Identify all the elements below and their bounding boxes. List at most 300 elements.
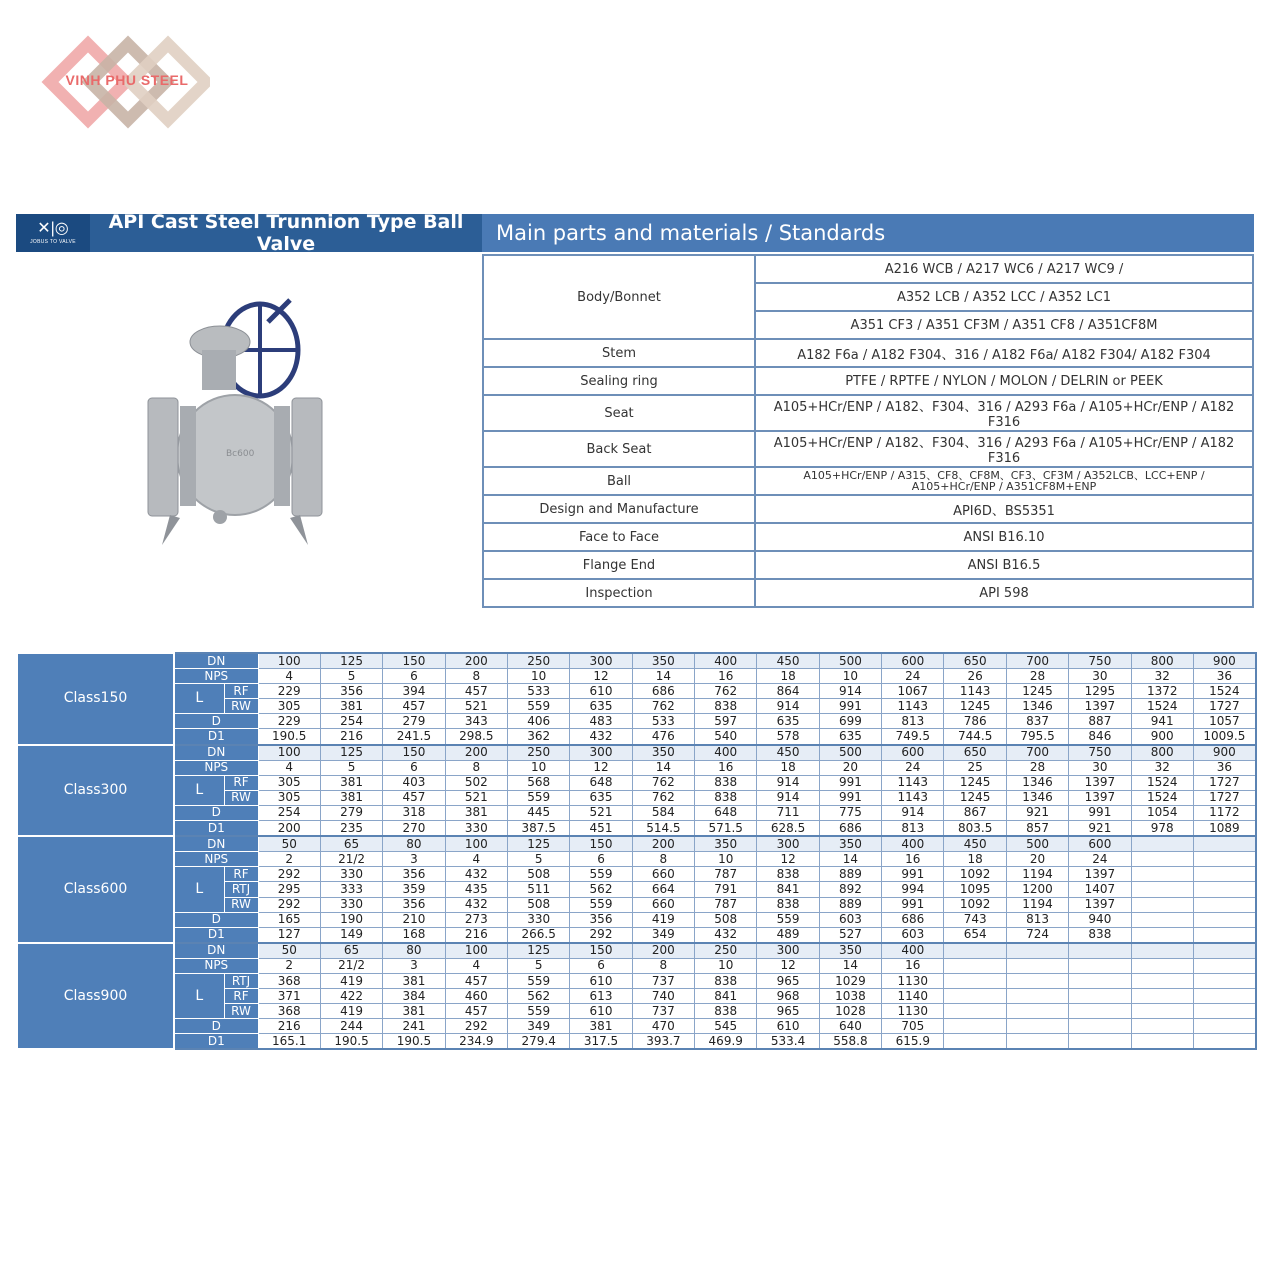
dimension-cell: 18 (944, 852, 1006, 867)
dimension-cell: 2 (258, 852, 320, 867)
dimension-cell: 2 (258, 958, 320, 973)
dimension-cell: 127 (258, 927, 320, 943)
dimension-cell: 300 (757, 943, 819, 959)
dimension-cell: 318 (383, 805, 445, 820)
dimension-cell: 4 (445, 852, 507, 867)
dimension-cell: 521 (445, 790, 507, 805)
dimension-cell: 1194 (1006, 867, 1068, 882)
dimension-cell: 762 (632, 775, 694, 790)
dimension-cell: 991 (819, 699, 881, 714)
dimension-cell: 14 (819, 958, 881, 973)
dimension-cell: 900 (1193, 745, 1255, 761)
dimension-cell: 640 (819, 1019, 881, 1034)
dimension-cell: 1372 (1131, 684, 1193, 699)
materials-row (483, 339, 1253, 367)
valve-image (140, 290, 340, 550)
dimension-cell: 254 (320, 714, 382, 729)
dimension-cell: 20 (1006, 852, 1068, 867)
dimension-cell: 25 (944, 760, 1006, 775)
row-label: DN (174, 653, 258, 669)
dimension-cell: 762 (695, 684, 757, 699)
dimension-cell: 292 (258, 867, 320, 882)
dimension-cell: 568 (507, 775, 569, 790)
dimension-cell: 750 (1069, 653, 1131, 669)
pressure-class-label: Class300 (17, 745, 174, 837)
dimension-cell: 457 (445, 684, 507, 699)
material-value: A351 CF3 / A351 CF3M / A351 CF8 / A351CF8M (755, 311, 1253, 339)
dimension-cell: 356 (570, 912, 632, 927)
dimension-cell: 837 (1006, 714, 1068, 729)
dimension-cell: 30 (1069, 760, 1131, 775)
materials-row (483, 551, 1253, 579)
dimension-cell (1193, 852, 1255, 867)
dimension-cell: 762 (632, 699, 694, 714)
dimension-cell: 200 (445, 745, 507, 761)
dimension-cell: 846 (1069, 729, 1131, 745)
dimension-cell: 305 (258, 775, 320, 790)
dimension-cell: 400 (695, 745, 757, 761)
dimension-cell (1069, 973, 1131, 988)
dimension-cell: 356 (383, 867, 445, 882)
dimension-cell: 1038 (819, 989, 881, 1004)
dimension-cell: 150 (570, 943, 632, 959)
dimension-cell: 21/2 (320, 852, 382, 867)
dimension-cell: 125 (320, 745, 382, 761)
body-marking: Bc600 (226, 449, 255, 459)
dimension-cell (1193, 882, 1255, 897)
dimension-cell: 559 (570, 897, 632, 912)
dimension-cell (1193, 1034, 1255, 1050)
dimension-cell: 371 (258, 989, 320, 1004)
dimension-cell: 991 (882, 867, 944, 882)
dimension-cell (1069, 989, 1131, 1004)
dimension-cell: 381 (383, 973, 445, 988)
dimension-cell: 343 (445, 714, 507, 729)
dimension-cell: 279 (383, 714, 445, 729)
dimension-cell: 250 (507, 745, 569, 761)
material-value: A182 F6a / A182 F304、316 / A182 F6a/ A182 F304/ A182 F304 (755, 339, 1253, 367)
dimension-cell: 432 (445, 897, 507, 912)
dimension-cell: 4 (258, 760, 320, 775)
dimension-cell: 1524 (1193, 684, 1255, 699)
section-title: Main parts and materials / Standards (482, 214, 1254, 252)
dimension-cell (1193, 1004, 1255, 1019)
length-label: L (174, 775, 224, 805)
dimension-cell: 724 (1006, 927, 1068, 943)
dimension-row (17, 852, 1256, 867)
materials-row (483, 367, 1253, 395)
dimension-cell: 914 (757, 775, 819, 790)
dimension-cell: 14 (632, 669, 694, 684)
dimension-cell: 597 (695, 714, 757, 729)
dimension-cell: 359 (383, 882, 445, 897)
dimension-cell: 600 (882, 745, 944, 761)
dimension-cell: 349 (632, 927, 694, 943)
dimension-cell: 20 (819, 760, 881, 775)
dimension-cell: 100 (258, 653, 320, 669)
dimension-cell (1069, 1034, 1131, 1050)
dimension-cell: 838 (695, 1004, 757, 1019)
dimension-cell: 300 (570, 653, 632, 669)
dimension-cell: 610 (570, 684, 632, 699)
material-part-label: Sealing ring (483, 367, 755, 395)
dimension-cell: 235 (320, 821, 382, 837)
dimension-cell: 419 (320, 1004, 382, 1019)
dimension-cell (1006, 989, 1068, 1004)
dimension-cell: 65 (320, 836, 382, 852)
dimension-cell: 350 (632, 653, 694, 669)
dimension-cell: 165 (258, 912, 320, 927)
dimension-cell: 250 (695, 943, 757, 959)
dimension-cell: 1143 (944, 684, 1006, 699)
dimension-cell: 200 (258, 821, 320, 837)
dimension-cell (1131, 897, 1193, 912)
dimension-cell: 10 (819, 669, 881, 684)
dimension-cell: 600 (882, 653, 944, 669)
dimension-cell (1193, 1019, 1255, 1034)
row-sublabel: RF (224, 775, 258, 790)
materials-row (483, 579, 1253, 607)
material-value: A105+HCr/ENP / A315、CF8、CF8M、CF3、CF3M / A352LCB、LCC+ENP / A105+HCr/ENP / A351CF8M+ENP (755, 467, 1253, 495)
dimension-cell: 229 (258, 714, 320, 729)
dimension-cell: 1407 (1069, 882, 1131, 897)
dimension-cell: 18 (757, 669, 819, 684)
dimension-cell: 422 (320, 989, 382, 1004)
dimension-cell: 8 (632, 852, 694, 867)
dimension-cell: 24 (1069, 852, 1131, 867)
dimension-cell: 36 (1193, 760, 1255, 775)
dimension-cell: 857 (1006, 821, 1068, 837)
dimension-cell: 279.4 (507, 1034, 569, 1050)
dimension-cell: 3 (383, 852, 445, 867)
dimension-cell: 533 (632, 714, 694, 729)
dimension-cell: 744.5 (944, 729, 1006, 745)
dimension-cell: 350 (632, 745, 694, 761)
dimension-cell: 994 (882, 882, 944, 897)
dimension-cell: 100 (445, 836, 507, 852)
dimension-row (17, 927, 1256, 943)
dimension-cell: 900 (1193, 653, 1255, 669)
dimension-cell: 545 (695, 1019, 757, 1034)
pressure-class-label: Class600 (17, 836, 174, 943)
dimension-cell: 292 (570, 927, 632, 943)
logo (40, 30, 210, 140)
dimension-cell: 787 (695, 897, 757, 912)
dimension-cell: 686 (882, 912, 944, 927)
dimension-cell: 1194 (1006, 897, 1068, 912)
dimension-cell: 838 (695, 790, 757, 805)
dimension-cell: 24 (882, 760, 944, 775)
dimension-cell: 991 (819, 775, 881, 790)
dimension-cell: 749.5 (882, 729, 944, 745)
dimension-cell (944, 1019, 1006, 1034)
dimension-cell: 16 (695, 760, 757, 775)
row-label: D (174, 805, 258, 820)
dimension-cell: 737 (632, 1004, 694, 1019)
dimension-cell (1131, 836, 1193, 852)
ball-valve-icon (140, 290, 340, 550)
dimension-cell: 80 (383, 943, 445, 959)
dimension-cell: 125 (320, 653, 382, 669)
dimension-cell: 5 (507, 958, 569, 973)
dimension-cell: 432 (570, 729, 632, 745)
dimension-cell: 1028 (819, 1004, 881, 1019)
dimension-cell: 635 (819, 729, 881, 745)
material-part-label: Ball (483, 467, 755, 495)
dimension-cell (1006, 943, 1068, 959)
dimension-cell: 941 (1131, 714, 1193, 729)
dimension-cell: 558.8 (819, 1034, 881, 1050)
dimension-cell: 279 (320, 805, 382, 820)
dimension-cell: 700 (1006, 745, 1068, 761)
row-label: D1 (174, 729, 258, 745)
row-sublabel: RW (224, 699, 258, 714)
dimension-cell: 1143 (882, 790, 944, 805)
dimension-cell: 165.1 (258, 1034, 320, 1050)
product-title: API Cast Steel Trunnion Type Ball Valve (108, 211, 464, 255)
dimension-cell: 1397 (1069, 897, 1131, 912)
dimension-row (17, 714, 1256, 729)
dimension-cell: 100 (258, 745, 320, 761)
dimension-row (17, 912, 1256, 927)
dimension-cell (1006, 958, 1068, 973)
dimension-cell: 216 (258, 1019, 320, 1034)
dimension-cell: 1245 (944, 699, 1006, 714)
dimension-cell: 400 (882, 836, 944, 852)
dimension-cell: 603 (819, 912, 881, 927)
dimension-cell: 200 (632, 836, 694, 852)
dimension-cell (1006, 973, 1068, 988)
dimension-cell: 216 (320, 729, 382, 745)
dimension-cell: 1067 (882, 684, 944, 699)
dimension-cell: 628.5 (757, 821, 819, 837)
row-label: D (174, 714, 258, 729)
dimension-cell: 1092 (944, 867, 1006, 882)
dimension-cell: 229 (258, 684, 320, 699)
dimension-cell: 6 (383, 669, 445, 684)
dimension-cell: 273 (445, 912, 507, 927)
row-label: D (174, 1019, 258, 1034)
dimension-cell: 791 (695, 882, 757, 897)
dimension-cell: 450 (757, 653, 819, 669)
dimension-cell: 16 (695, 669, 757, 684)
dimension-cell: 400 (882, 943, 944, 959)
dimension-cell: 686 (819, 821, 881, 837)
dimension-cell: 305 (258, 699, 320, 714)
dimension-cell: 3 (383, 958, 445, 973)
dimension-cell: 786 (944, 714, 1006, 729)
dimension-cell: 21/2 (320, 958, 382, 973)
dimension-cell: 660 (632, 897, 694, 912)
dimension-cell: 470 (632, 1019, 694, 1034)
dimension-cell: 1057 (1193, 714, 1255, 729)
dimension-cell: 14 (819, 852, 881, 867)
dimension-cell (944, 1034, 1006, 1050)
dimension-cell: 330 (507, 912, 569, 927)
dimension-cell: 450 (757, 745, 819, 761)
dimension-cell: 650 (944, 745, 1006, 761)
dimension-cell: 150 (383, 653, 445, 669)
dimension-cell: 635 (757, 714, 819, 729)
dimension-cell: 864 (757, 684, 819, 699)
dimension-cell: 190 (320, 912, 382, 927)
dimension-cell: 610 (570, 1004, 632, 1019)
dimension-cell: 292 (258, 897, 320, 912)
row-label: DN (174, 943, 258, 959)
dimension-row (17, 958, 1256, 973)
dimension-cell: 838 (757, 867, 819, 882)
dimension-cell: 435 (445, 882, 507, 897)
dimension-cell: 600 (1069, 836, 1131, 852)
dimension-cell (1131, 882, 1193, 897)
dimension-cell (1131, 912, 1193, 927)
dimension-cell: 1172 (1193, 805, 1255, 820)
dimension-cell: 1727 (1193, 775, 1255, 790)
dimension-cell: 234.9 (445, 1034, 507, 1050)
dimension-cell (1193, 836, 1255, 852)
row-label: NPS (174, 958, 258, 973)
dimension-cell (1131, 958, 1193, 973)
material-part-label: Design and Manufacture (483, 495, 755, 523)
dimension-cell: 300 (757, 836, 819, 852)
dimension-cell (1069, 958, 1131, 973)
dimension-cell: 813 (1006, 912, 1068, 927)
dimension-cell: 562 (507, 989, 569, 1004)
dimension-cell: 991 (819, 790, 881, 805)
dimension-cell: 940 (1069, 912, 1131, 927)
dimension-cell: 368 (258, 1004, 320, 1019)
dimension-cell: 387.5 (507, 821, 569, 837)
material-value: ANSI B16.5 (755, 551, 1253, 579)
dimension-cell: 500 (1006, 836, 1068, 852)
dimension-cell: 800 (1131, 653, 1193, 669)
dimension-cell: 8 (632, 958, 694, 973)
dimension-cell: 740 (632, 989, 694, 1004)
dimension-cell: 559 (757, 912, 819, 927)
dimension-row (17, 729, 1256, 745)
material-part-label: Back Seat (483, 431, 755, 467)
brand-badge (16, 214, 90, 252)
dimension-cell: 841 (695, 989, 757, 1004)
dimension-cell: 381 (320, 790, 382, 805)
dimension-cell (1193, 912, 1255, 927)
dimension-cell (1131, 852, 1193, 867)
dimension-cell: 5 (507, 852, 569, 867)
dimension-cell: 838 (1069, 927, 1131, 943)
dimension-cell: 317.5 (570, 1034, 632, 1050)
dimension-cell: 368 (258, 973, 320, 988)
dimension-cell: 800 (1131, 745, 1193, 761)
dimension-cell: 50 (258, 836, 320, 852)
dimension-cell: 450 (944, 836, 1006, 852)
dimension-cell (1131, 973, 1193, 988)
dimension-row (17, 821, 1256, 837)
dimension-cell: 32 (1131, 760, 1193, 775)
dimension-cell: 900 (1131, 729, 1193, 745)
dimension-cell: 18 (757, 760, 819, 775)
row-label: NPS (174, 852, 258, 867)
dimension-cell: 521 (570, 805, 632, 820)
dimension-cell: 50 (258, 943, 320, 959)
dimension-cell: 483 (570, 714, 632, 729)
dimension-cell: 762 (632, 790, 694, 805)
dimension-cell: 10 (695, 852, 757, 867)
dimension-cell (944, 958, 1006, 973)
material-value: ANSI B16.10 (755, 523, 1253, 551)
dimension-cell: 28 (1006, 760, 1068, 775)
dimension-cell: 750 (1069, 745, 1131, 761)
dimension-cell: 686 (632, 684, 694, 699)
dimension-cell: 914 (882, 805, 944, 820)
dimension-cell: 1397 (1069, 867, 1131, 882)
row-sublabel: RW (224, 897, 258, 912)
dimension-cell: 648 (695, 805, 757, 820)
dimension-cell: 16 (882, 852, 944, 867)
dimension-row (17, 745, 1256, 761)
length-label: L (174, 684, 224, 714)
dimension-cell: 270 (383, 821, 445, 837)
dimension-cell: 635 (570, 790, 632, 805)
dimension-cell: 149 (320, 927, 382, 943)
dimension-cell: 914 (757, 790, 819, 805)
materials-row (483, 523, 1253, 551)
material-part-label: Face to Face (483, 523, 755, 551)
dimension-cell: 419 (632, 912, 694, 927)
dimension-cell: 1089 (1193, 821, 1255, 837)
dimension-cell (1131, 867, 1193, 882)
dimension-cell: 12 (570, 669, 632, 684)
dimension-cell: 384 (383, 989, 445, 1004)
dimension-cell: 457 (383, 699, 445, 714)
dimension-cell: 36 (1193, 669, 1255, 684)
dimension-cell: 1009.5 (1193, 729, 1255, 745)
dimension-cell: 511 (507, 882, 569, 897)
dimension-cell: 350 (819, 836, 881, 852)
dimension-cell: 914 (819, 684, 881, 699)
dimension-cell: 1200 (1006, 882, 1068, 897)
dimension-cell: 460 (445, 989, 507, 1004)
dimension-cell: 381 (320, 699, 382, 714)
dimension-cell: 1130 (882, 1004, 944, 1019)
dimension-cell: 1397 (1069, 699, 1131, 714)
dimension-cell: 125 (507, 836, 569, 852)
dimension-cell: 965 (757, 973, 819, 988)
dimension-cell: 190.5 (320, 1034, 382, 1050)
dimension-cell (1193, 867, 1255, 882)
dimension-cell: 787 (695, 867, 757, 882)
dimension-cell: 889 (819, 867, 881, 882)
dimension-cell: 419 (320, 973, 382, 988)
dimension-cell: 603 (882, 927, 944, 943)
dimension-cell: 350 (819, 943, 881, 959)
dimension-cell: 356 (383, 897, 445, 912)
dimension-cell: 921 (1069, 821, 1131, 837)
dimension-cell: 654 (944, 927, 1006, 943)
dimension-cell: 65 (320, 943, 382, 959)
brand-subtitle: JOBUS TO VALVE (30, 239, 76, 245)
dimension-cell: 1524 (1131, 699, 1193, 714)
dimension-row (17, 684, 1256, 699)
dimension-cell: 508 (507, 867, 569, 882)
dimension-row (17, 760, 1256, 775)
dimension-cell: 457 (383, 790, 445, 805)
dimension-cell (944, 1004, 1006, 1019)
dimension-cell: 1095 (944, 882, 1006, 897)
logo-text: VINH PHU STEEL (65, 72, 189, 88)
row-label: NPS (174, 669, 258, 684)
dimension-cell: 803.5 (944, 821, 1006, 837)
dimension-cell: 300 (570, 745, 632, 761)
